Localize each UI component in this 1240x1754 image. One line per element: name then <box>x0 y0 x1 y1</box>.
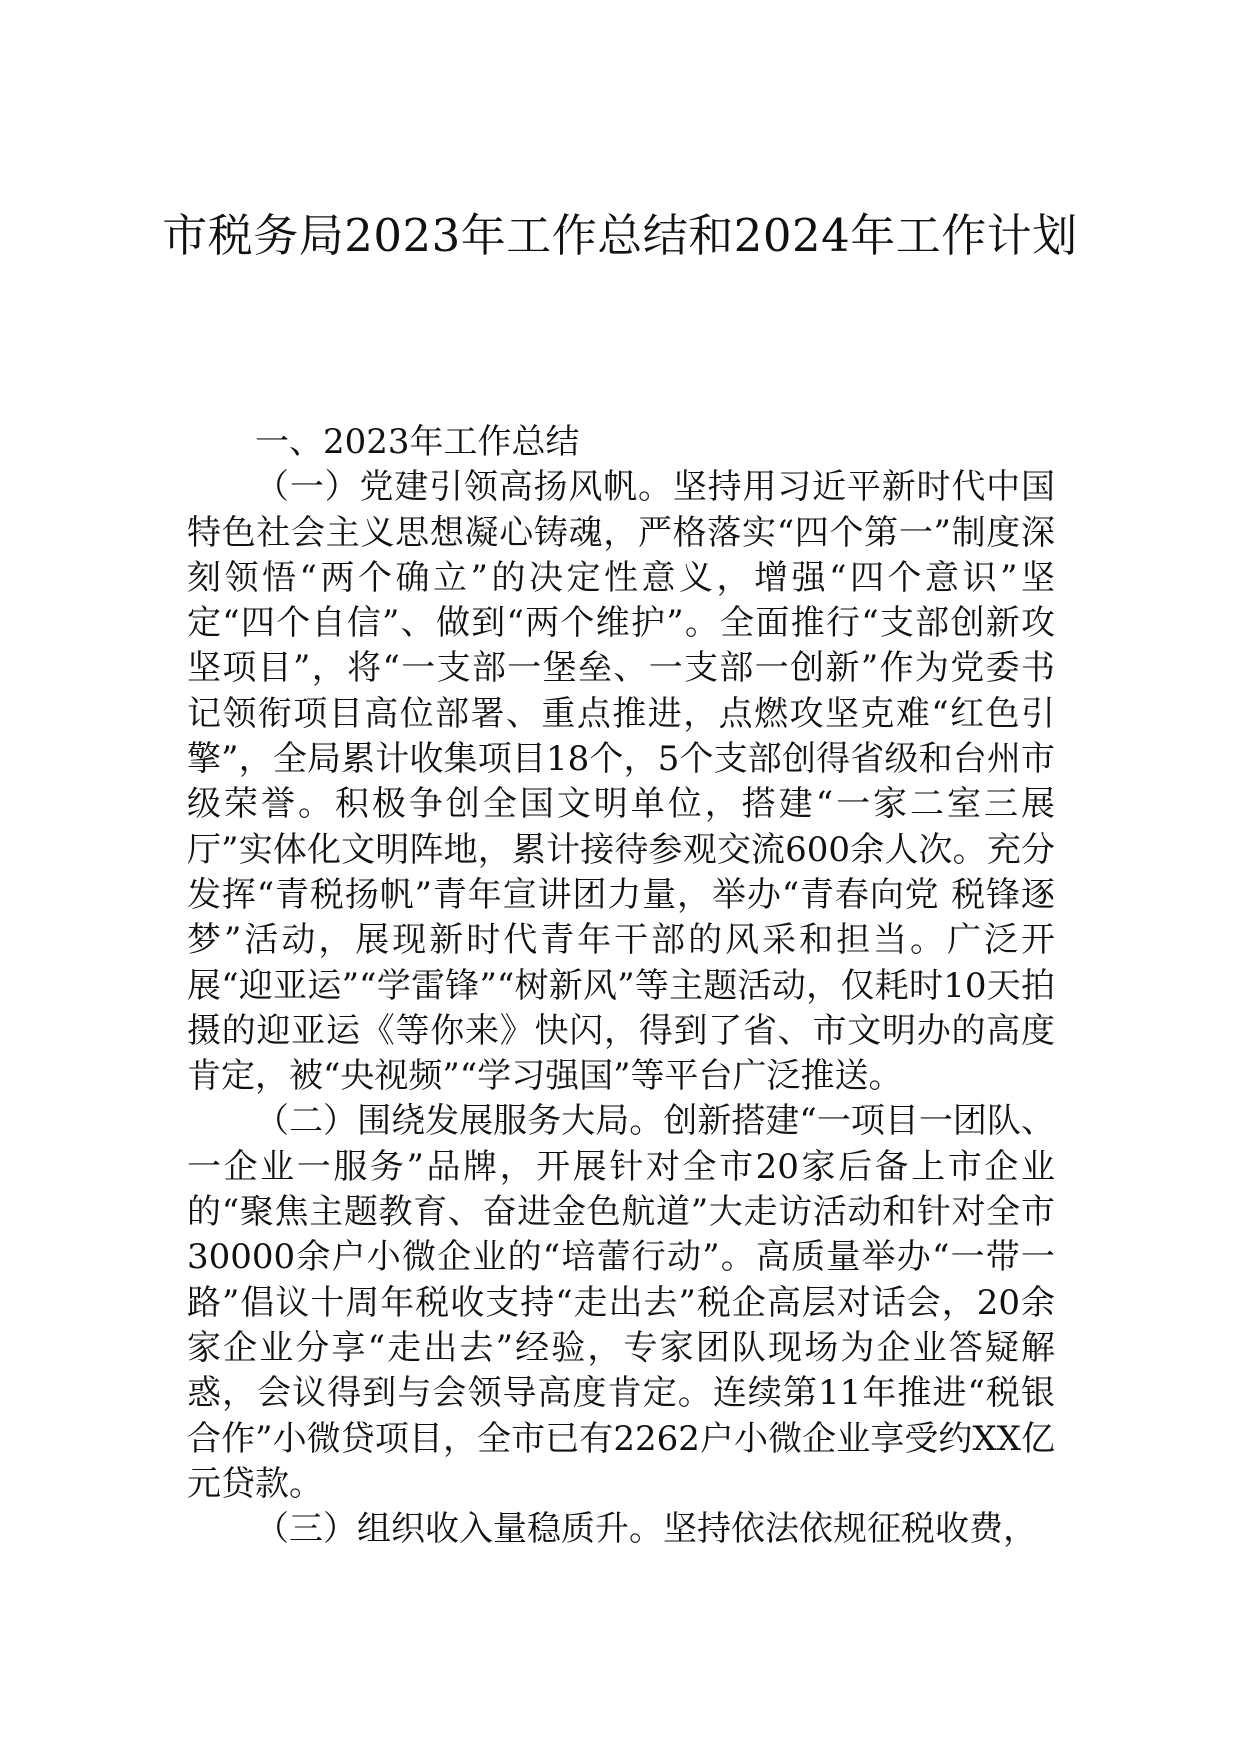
section-heading: 一、2023年工作总结 <box>255 422 580 462</box>
paragraph-revenue: （三）组织收入量稳质升。坚持依法依规征税收费， <box>255 1509 1037 1550</box>
document-title: 市税务局2023年工作总结和2024年工作计划 <box>162 209 1078 262</box>
paragraph-development-service: （二）围绕发展服务大局。创新搭建“一项目一团队、一企业一服务”品牌，开展针对全市20家后备上市企业的“聚焦主题教育、奋进金色航道”大走访活动和针对全市30000余户小微企业的“培蕾行动”。高质量举办“一带一路”倡议十周年税收支持“走出去”税企高层对话会，20余家企业分享“走出去”经验，专家团队现场为企业答疑解惑，会议得到与会领导高度肯定。连续第11年推进“税银合作”小微贷项目，全市已有2262户小微企业享受约XX亿元贷款。 <box>187 1101 1055 1504</box>
document-body <box>187 420 1055 1552</box>
paragraph-party-building: （一）党建引领高扬风帆。坚持用习近平新时代中国特色社会主义思想凝心铸魂，严格落实“四个第一”制度深刻领悟“两个确立”的决定性意义，增强“四个意识”坚定“四个自信”、做到“两个维护”。全面推行“支部创新攻坚项目”，将“一支部一堡垒、一支部一创新”作为党委书记领衔项目高位部署、重点推进，点燃攻坚克难“红色引擎”，全局累计收集项目18个，5个支部创得省级和台州市级荣誉。积极争创全国文明单位，搭建“一家二室三展厅”实体化文明阵地，累计接待参观交流600余人次。充分发挥“青税扬帆”青年宣讲团力量，举办“青春向党 税锋逐梦”活动，展现新时代青年干部的风采和担当。广泛开展“迎亚运”“学雷锋”“树新风”等主题活动，仅耗时10天拍摄的迎亚运《等你来》快闪，得到了省、市文明办的高度肯定，被“央视频”“学习强国”等平台广泛推送。 <box>187 467 1055 1097</box>
